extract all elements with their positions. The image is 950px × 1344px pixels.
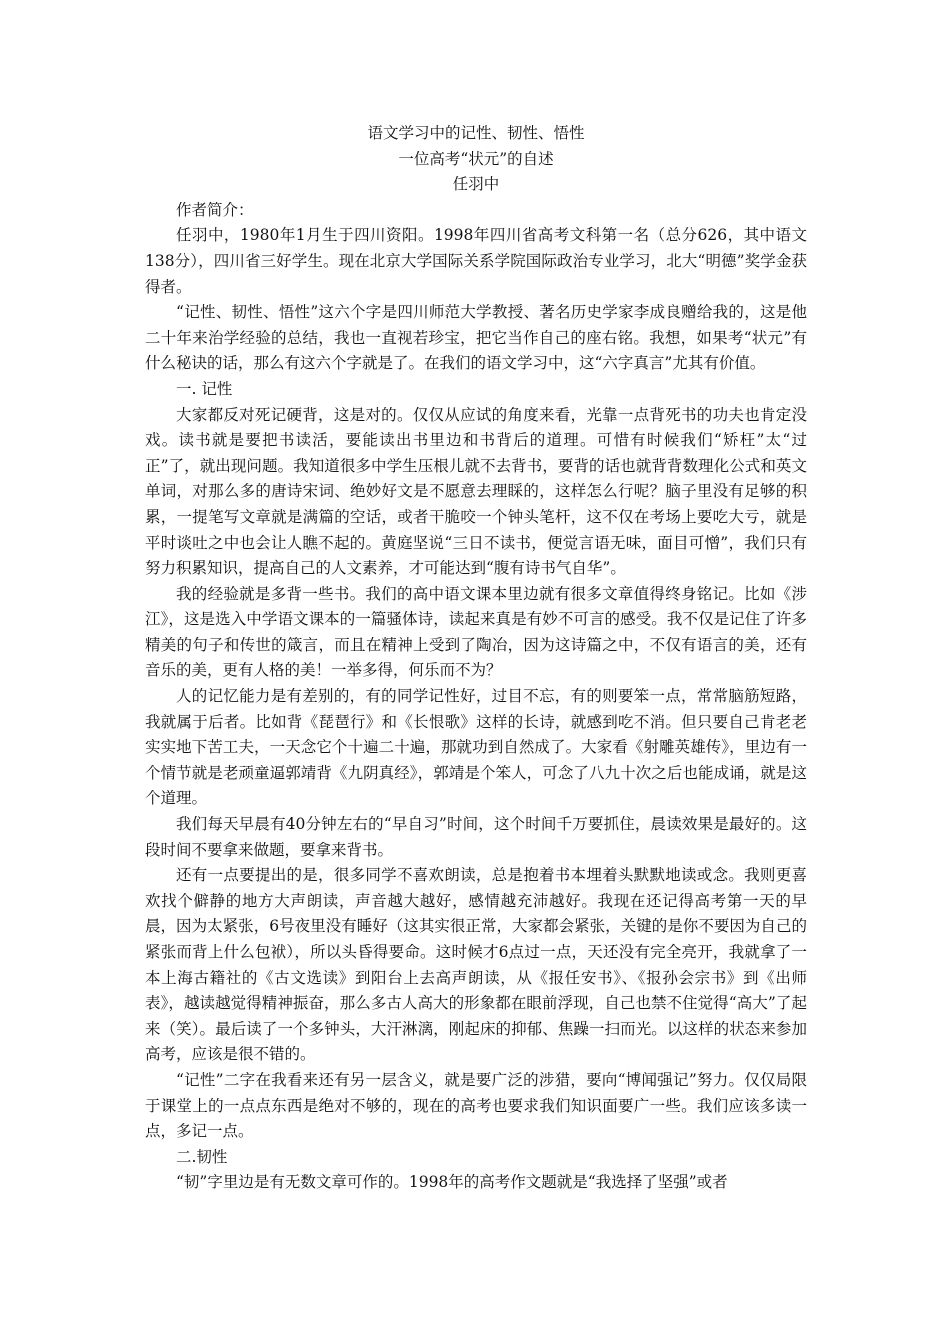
section-heading-tenacity: 二.韧性 [176,1147,228,1166]
document-subtitle: 一位高考“状元”的自述 [398,149,554,168]
body-paragraph: “韧”字里边是有无数文章可作的。1998年的高考作文题就是“我选择了坚强”或者 [176,1173,728,1192]
intro-label: 作者简介： [176,200,254,219]
body-paragraph: 人的记忆能力是有差别的，有的同学记性好，过目不忘，有的则要笨一点，常常脑筋短路，我就属于后者。比如背《琵琶行》和《长恨歌》这样的长诗，就感到吃不消。但只要自己肯老老实实地下苦工夫，一天念它个十遍二十遍，那就功到自然成了。大家看《射雕英雄传》，里边有一个情节就是老顽童逼郭靖背《九阴真经》，郭靖是个笨人，可念了八九十次之后也能成诵，就是这个道理。 [145,687,807,808]
body-paragraph: 还有一点要提出的是，很多同学不喜欢朗读，总是抱着书本埋着头默默地读或念。我则更喜欢找个僻静的地方大声朗读，声音越大越好，感情越充沛越好。我现在还记得高考第一天的早晨，因为太紧张，6号夜里没有睡好（这其实很正常，大家都会紧张，关键的是你不要因为自己的紧张而背上什么包袱），所以头昏得要命。这时候才6点过一点，天还没有完全亮开，我就拿了一本上海古籍社的《古文选读》到阳台上去高声朗读，从《报任安书》、《报孙会宗书》到《出师表》，越读越觉得精神振奋，那么多古人高大的形象都在眼前浮现，自己也禁不住觉得“高大”了起来（笑）。最后读了一个多钟头，大汗淋漓，刚起床的抑郁、焦躁一扫而光。以这样的状态来参加高考，应该是很不错的。 [145,866,807,1064]
body-paragraph: “记性”二字在我看来还有另一层含义，就是要广泛的涉猎，要向“博闻强记”努力。仅仅局限于课堂上的一点点东西是绝对不够的，现在的高考也要求我们知识面要广一些。我们应该多读一点，多记一点。 [145,1070,807,1141]
opening-paragraph: “记性、韧性、悟性”这六个字是四川师范大学教授、著名历史学家李成良赠给我的，这是他二十年来治学经验的总结，我也一直视若珍宝，把它当作自己的座右铭。我想，如果考“状元”有什么秘诀的话，那么有这六个字就是了。在我们的语文学习中，这“六字真言”尤其有价值。 [145,303,807,373]
section-heading-memory: 一. 记性 [176,379,233,398]
intro-paragraph: 任羽中，1980年1月生于四川资阳。1998年四川省高考文科第一名（总分626，其中语文138分），四川省三好学生。现在北京大学国际关系学院国际政治专业学习，北大“明德”奖学金获得者。 [145,226,807,296]
body-paragraph: 大家都反对死记硬背，这是对的。仅仅从应试的角度来看，光靠一点背死书的功夫也肯定没戏。读书就是要把书读活，要能读出书里边和书背后的道理。可惜有时候我们“矫枉”太“过正”了，就出现问题。我知道很多中学生压根儿就不去背书，要背的话也就背背数理化公式和英文单词，对那么多的唐诗宋词、绝妙好文是不愿意去理睬的，这样怎么行呢？脑子里没有足够的积累，一提笔写文章就是满篇的空话，或者干脆咬一个钟头笔杆，这不仅在考场上要吃大亏，就是平时谈吐之中也会让人瞧不起的。黄庭坚说“三日不读书，便觉言语无味，面目可憎”，我们只有努力积累知识，提高自己的人文素养，才可能达到“腹有诗书气自华”。 [145,405,807,578]
body-paragraph: 我的经验就是多背一些书。我们的高中语文课本里边就有很多文章值得终身铭记。比如《涉江》，这是选入中学语文课本的一篇骚体诗，读起来真是有妙不可言的感受。我不仅是记住了许多精美的句子和传世的箴言，而且在精神上受到了陶冶，因为这诗篇之中，不仅有语言的美，还有音乐的美，更有人格的美！一举多得，何乐而不为？ [145,584,807,680]
document-page [145,121,807,1196]
document-title: 语文学习中的记性、韧性、悟性 [367,124,585,142]
body-paragraph: 我们每天早晨有40分钟左右的“早自习”时间，这个时间千万要抓住，晨读效果是最好的。这段时间不要拿来做题，要拿来背书。 [145,815,807,859]
document-author: 任羽中 [452,175,500,194]
